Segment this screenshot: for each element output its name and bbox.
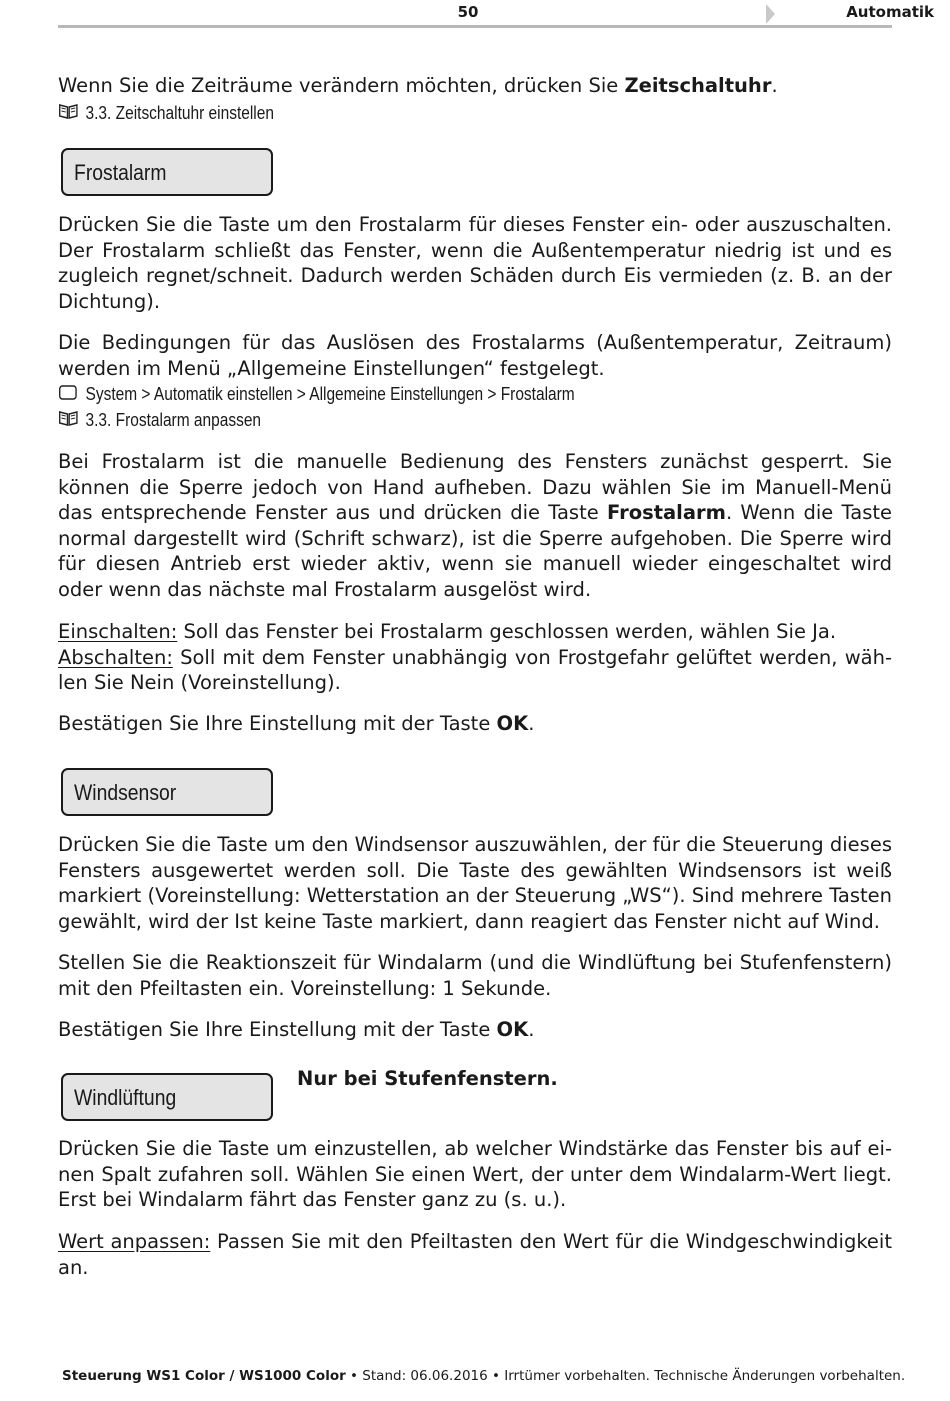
frostalarm-manual-lock: Bei Frostalarm ist die manuelle Bedienung des Fensters zunächst gesperrt. Sie können die Sperre jedoch von Hand aufheben. Dazu wählen Sie im Manuell-Menü das entsprechende Fenster aus und drücken die Taste Frostalarm. Wenn die Taste normal dargestellt wird (Schrift schwarz), ist die Sperre aufgehoben. Die Sperre wird für diesen Antrieb erst wieder aktiv, wenn sie manuell wieder eingeschaltet wird oder wenn das nächste mal Frostalarm ausgelöst wird. bbox=[58, 450, 892, 601]
adjust-label: Wert anpassen: bbox=[58, 1230, 211, 1253]
windlueftung-description: Drücken Sie die Taste um einzustellen, ab welcher Windstärke das Fenster bis auf einen Spalt zufahren soll. Wählen Sie einen Wert, der unter dem Windalarm-Wert liegt. Erst bei Windalarm fährt das Fenster ganz zu (s. u.). bbox=[58, 1137, 892, 1212]
windlueftung-button[interactable]: Windlüftung bbox=[61, 1073, 273, 1121]
chapter-marker-icon bbox=[766, 4, 775, 24]
intro-reference: 3.3. Zeitschaltuhr einstellen bbox=[58, 101, 274, 126]
on-label: Einschalten: bbox=[58, 620, 178, 643]
intro-paragraph: Wenn Sie die Zeiträume verändern möchten, drücken Sie Zeitschaltuhr. bbox=[58, 74, 778, 97]
windsensor-confirm: Bestätigen Sie Ihre Einstellung mit der Taste OK. bbox=[58, 1018, 535, 1041]
header-divider bbox=[58, 25, 892, 28]
off-label: Abschalten: bbox=[58, 645, 173, 669]
chapter-title: Automatik bbox=[846, 3, 934, 21]
book-icon bbox=[58, 102, 79, 126]
frostalarm-confirm: Bestätigen Sie Ihre Einstellung mit der Taste OK. bbox=[58, 712, 535, 735]
page-footer bbox=[62, 1368, 905, 1384]
windsensor-description: Drücken Sie die Taste um den Windsensor auszuwählen, der für die Steuerung dieses Fensters ausgewertet werden soll. Die Taste des gewählten Windsensors ist weiß markiert (Voreinstellung: Wetterstation an der Steuerung „WS“). Sind mehrere Tasten gewählt, wird der Ist keine Taste markiert, dann reagiert das Fenster nicht auf Wind. bbox=[58, 833, 892, 933]
frostalarm-conditions: Die Bedingungen für das Auslösen des Frostalarms (Außentemperatur, Zeitraum) werden im Menü „Allgemeine Einstellungen“ festgelegt. bbox=[58, 331, 892, 380]
windsensor-button[interactable]: Windsensor bbox=[61, 768, 273, 816]
zeitschaltuhr-key: Zeitschaltuhr bbox=[624, 74, 772, 97]
frostalarm-menu-path: System > Automatik einstellen > Allgemeine Einstellungen > Frostalarm bbox=[58, 382, 575, 407]
footer-product: Steuerung WS1 Color / WS1000 Color bbox=[62, 1368, 346, 1384]
windlueftung-note: Nur bei Stufenfenstern. bbox=[297, 1067, 558, 1090]
footer-info: • Stand: 06.06.2016 • Irrtümer vorbehalten. Technische Änderungen vorbehalten. bbox=[345, 1368, 906, 1384]
book-icon bbox=[58, 409, 79, 433]
windsensor-reaction-time: Stellen Sie die Reaktionszeit für Windalarm (und die Windlüftung bei Stufenfenstern) mit den Pfeiltasten ein. Voreinstellung: 1 Sekunde. bbox=[58, 951, 892, 1000]
frostalarm-reference: 3.3. Frostalarm anpassen bbox=[58, 408, 261, 433]
frostalarm-options: Einschalten: Soll das Fenster bei Frostalarm geschlossen werden, wählen Sie Ja. Abschalten: Soll mit dem Fenster unabhängig von Frostgefahr gelüftet werden, wählen Sie Nein (Voreinstellung). bbox=[58, 620, 892, 695]
menu-icon bbox=[58, 383, 79, 407]
page-number: 50 bbox=[457, 3, 479, 21]
frostalarm-description: Drücken Sie die Taste um den Frostalarm für dieses Fenster ein- oder auszuschalten. Der Frostalarm schließt das Fenster, wenn die Außentemperatur niedrig ist und es zugleich regnet/schneit. Dadurch werden Schäden durch Eis vermieden (z. B. an der Dichtung). bbox=[58, 213, 892, 313]
frostalarm-button[interactable]: Frostalarm bbox=[61, 148, 273, 196]
windlueftung-adjust: Wert anpassen: Passen Sie mit den Pfeiltasten den Wert für die Windgeschwindigkeit an. bbox=[58, 1230, 892, 1279]
